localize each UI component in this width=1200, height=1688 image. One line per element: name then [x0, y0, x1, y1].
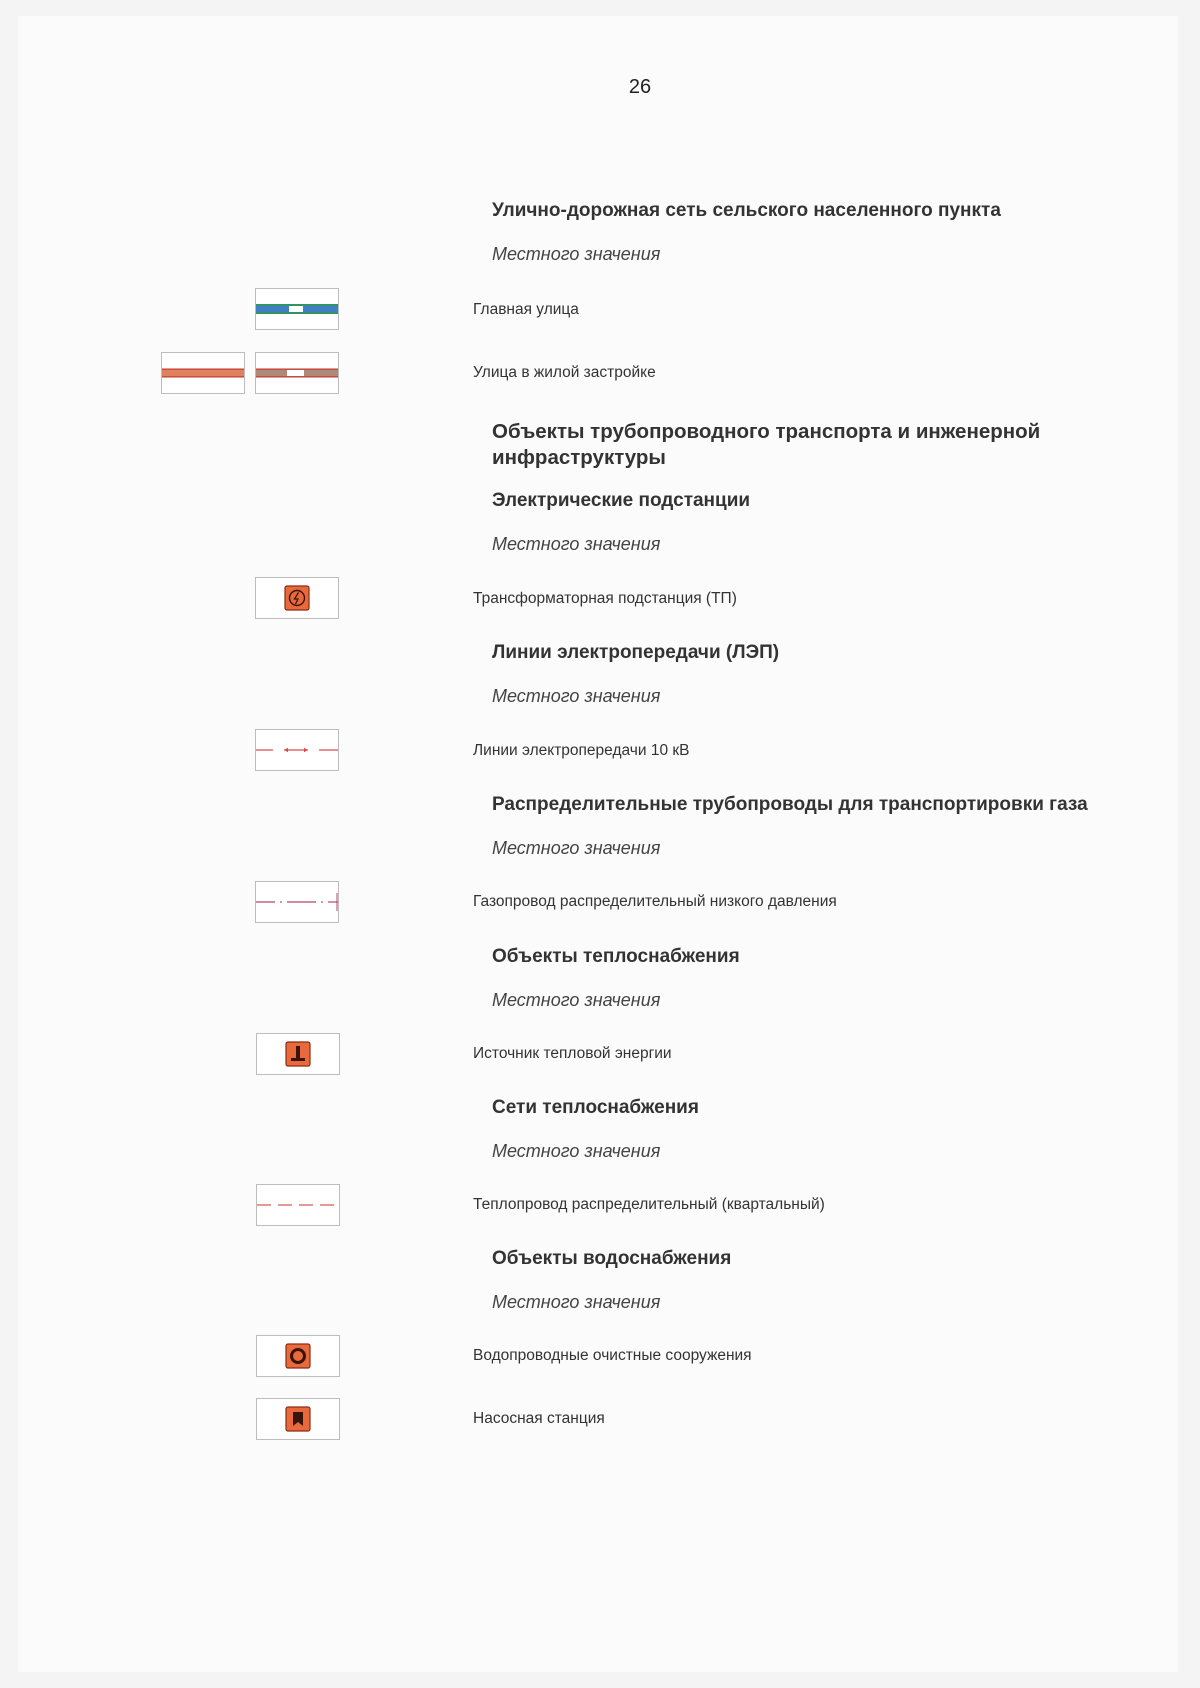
heading-water: Объекты водоснабжения — [492, 1248, 732, 1269]
power-line-symbol — [255, 729, 339, 771]
subheading-substations: Местного значения — [492, 534, 661, 554]
heading-pipeline: Объекты трубопроводного транспорта и инженерной инфраструктуры — [492, 420, 1041, 469]
residential-street-symbol — [255, 352, 339, 394]
heading-heat: Объекты теплоснабжения — [492, 946, 740, 967]
heading-heatnet: Сети теплоснабжения — [492, 1097, 699, 1118]
heading-roads: Улично-дорожная сеть сельского населенного пункта — [492, 200, 1001, 221]
residential-street-symbol-solid — [161, 352, 245, 394]
gas-pipeline-symbol — [255, 881, 339, 923]
heading-substations: Электрические подстанции — [492, 490, 751, 511]
heat-source-icon — [256, 1033, 340, 1075]
label-pump-station: Насосная станция — [473, 1410, 605, 1427]
heat-pipeline-symbol — [256, 1184, 340, 1226]
label-water-treatment: Водопроводные очистные сооружения — [473, 1347, 752, 1364]
water-treatment-icon — [256, 1335, 340, 1377]
label-residential-street: Улица в жилой застройке — [473, 364, 656, 381]
subheading-heatnet: Местного значения — [492, 1141, 661, 1161]
label-power-line: Линии электропередачи 10 кВ — [473, 742, 690, 759]
heading-gas: Распределительные трубопроводы для транспортировки газа — [492, 794, 1088, 815]
label-gas-pipeline: Газопровод распределительный низкого давления — [473, 893, 837, 910]
pump-station-icon — [256, 1398, 340, 1440]
subheading-water: Местного значения — [492, 1292, 661, 1312]
main-street-symbol — [255, 288, 339, 330]
transformer-substation-icon — [255, 577, 339, 619]
subheading-heat: Местного значения — [492, 990, 661, 1010]
subheading-powerlines: Местного значения — [492, 686, 661, 706]
label-transformer-substation: Трансформаторная подстанция (ТП) — [473, 590, 737, 607]
heading-powerlines: Линии электропередачи (ЛЭП) — [492, 642, 780, 663]
page-number: 26 — [628, 76, 652, 98]
subheading-gas: Местного значения — [492, 838, 661, 858]
label-main-street: Главная улица — [473, 301, 579, 318]
label-heat-source: Источник тепловой энергии — [473, 1045, 672, 1062]
subheading-roads: Местного значения — [492, 244, 661, 264]
label-heat-pipeline: Теплопровод распределительный (квартальный) — [473, 1196, 825, 1213]
